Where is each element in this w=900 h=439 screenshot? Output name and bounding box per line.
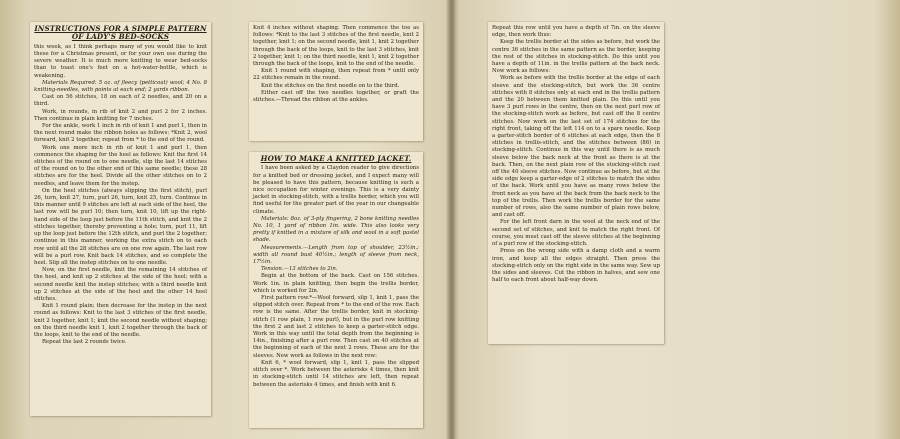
clipping-bed-socks xyxy=(30,22,211,416)
clipping-bed-socks-continued xyxy=(249,22,423,141)
clipping-jacket-continued xyxy=(488,22,664,344)
paragraph: First pattern row.*—Wool forward, slip 1, knit 1, pass the slipped stitch over. Repeat from * to the end of the row. Each row is the same. After the trellis border, knit in stocking-stitch (1 row plain, 1 row purl), but in the purl row knitting the first 2 and last 2 stitches to keep a garter-stitch edge. Work in this way until the total depth from the beginning is 14in., finishing after a purl row. Then cast on 40 stitches at the beginning of each of the next 2 rows. These are for the sleeves. New work as follows in the next row: xyxy=(253,295,419,359)
knitted-jacket-body xyxy=(253,165,419,388)
paragraph: Keep the trellis border at the sides as before, but work the centre 36 stitches in the same pattern as the border, keeping the rest of the stitches in stocking-stitch. Do this until you have a depth of 11in. in the trellis pattern at the back neck. Now work as follows: xyxy=(492,39,660,75)
paragraph: Cast on 56 stitches, 18 on each of 2 needles, and 20 on a third. xyxy=(34,94,207,108)
paragraph: Tension.—13 stitches to 2in. xyxy=(261,266,338,273)
paragraph: Knit 4 inches without shaping. Then commence the toe as follows: *Knit to the last 3 stitches of the first needle, knit 2 together, knit 1; on the second needle, knit 1, knit 2 together through the back of the loops, knit to the last 3 stitches, knit 2 together, knit 1; on the third needle, knit 1, knit 2 together through the back of the loops, knit to the end of the needle. xyxy=(253,25,419,68)
right-page xyxy=(452,0,900,439)
paragraph: Now, on the first needle, knit the remaining 14 stitches of the heel, and knit up 2 stitches at the side of the heel; with a second needle knit the instep stitches; with a third needle knit up 2 stitches at the side of the heel and the other 14 heel stitches. xyxy=(34,267,207,302)
bed-socks-body xyxy=(34,44,207,347)
paragraph: Measurements.—Length from top of shoulder, 23½in.; width all round bust 40½in.; length of sleeve from neck, 17½in. xyxy=(253,244,419,266)
paragraph: Knit 6, * wool forward, slip 1, knit 1, pass the slipped stitch over *. Work between the asterisks 4 times, then knit in stocking-stitch until 14 stitches are left, then repeat between the asterisks 4 times, and finish with knit 6. xyxy=(253,359,419,388)
paragraph: Knit 1 round with shaping, then repeat from * until only 22 stitches remain in the round. xyxy=(253,68,419,82)
paragraph: Work as before with the trellis border at the edge of each sleeve and the stocking-stitch, but work the 36 centre stitches with 8 stitches only at each end in the trellis pattern and the 20 between them knitted plain. Do this until you have 3 purl rows in the centre, then on the next purl row of the stocking-stitch work as before, but cast off the 8 centre stitches. Now work on the last set of 174 stitches for the right front, taking off the left 114 on to a spare needle. Keep a garter-stitch border of 6 stitches at each edge, then the 8 stitches in trellis-stitch, and the stitches between (86) in stocking-stitch. Continue in this way until there is as much sleeve below the back neck at the front as there is at the back. Then, on the next plain row of the stocking-stitch cast off the 40 sleeve stitches. Now continue as before, but at the side edge keep a garter-edge of 2 stitches to match the sides of the back. Work until you have as many rows below the front neck as you have at the back from the back neck to the top of the trellis. Then work the trellis border for the same number of rows, also the same number of plain rows below, and cast off. xyxy=(492,75,660,219)
paragraph: For the left front darn in the wool at the neck end of the second set of stitches, and knit to match the right front. Of course, you must cast off the sleeve stitches at the beginning of a purl row of the stocking-stitch. xyxy=(492,219,660,248)
paragraph: Materials Required: 5 oz. of fleecy (petticoat) wool; 4 No. 8 knitting-needles, with points at each end; 2 yards ribbon. xyxy=(34,79,207,94)
paragraph: Repeat the last 2 rounds twice. xyxy=(42,339,127,346)
bed-socks-title: INSTRUCTIONS FOR A SIMPLE PATTERN OF LADY'S BED-SOCKS xyxy=(34,24,207,42)
paragraph: Either cast off the two needles together, or graft the stitches.—Thread the ribbon at the ankles. xyxy=(253,89,419,104)
paragraph: On the heel stitches (always slipping the first stitch), purl 26, turn, knit 27, turn, purl 26, turn, knit 25, turn. Continue in this manner until 9 stitches are left at each side of the heel, the last row will be purl 10; then turn, knit 10, lift up the right-hand side of the loop just before the 11th stitch, and knit the 2 stitches together, thereby preventing a hole; turn, purl 11, lift up the loop just before the 12th stitch, and purl the 2 together; continue in this manner, working the extra stitch on to each row until all the 28 stitches are on one row again. The last row will be a purl row. Knit back 14 stitches, and so complete the heel. Slip all the instep stitches on to one needle. xyxy=(34,187,207,266)
paragraph: Work one more inch in rib of knit 1 and purl 1, then commence the shaping for the heel as follows: Knit the first 14 stitches of the round on to one needle, slip the last 14 stitches of the round on to the other end of this same needle; these 28 stitches are for the heel. Divide all the other stitches on to 2 needles, and leave them for the instep. xyxy=(34,144,207,187)
knitted-jacket-title: HOW TO MAKE A KNITTED JACKET. xyxy=(260,154,412,163)
clipping-knitted-jacket xyxy=(249,152,423,428)
paragraph: Begin at the bottom of the back. Cast on 156 stitches. Work 1in. in plain knitting, then begin the trellis border, which is worked for 2in. xyxy=(253,273,419,294)
paragraph: this week, as I think perhaps many of you would like to knit these for a Christmas present, or for your own use during the severe weather. It is much more knitting to wear bed-socks than to toast one's feet on a hot-water-bottle, which is weakening. xyxy=(34,43,207,79)
paragraph: Work, in rounds, in rib of knit 2 and purl 2 for 2 inches. Then continue in plain knitting for 7 inches. xyxy=(34,108,207,122)
bed-socks-continued-body xyxy=(253,25,419,104)
paragraph: For the ankle, work 1 inch in rib of knit 1 and purl 1, then in the next round make the ribbon holes as follows: *Knit 2, wool forward, knit 2 together, repeat from * to the end of the round. xyxy=(34,123,207,144)
paragraph: Repeat this row until you have a depth of 7in. on the sleeve edge, then work thus: xyxy=(492,25,660,39)
paragraph: Materials: 8oz. of 3-ply fingering, 2 bone knitting needles No. 10, 1 yard of ribbon 1in. wide. This also looks very pretty if knitted in a mixture of silk and wool in a soft pastel shade. xyxy=(253,215,419,244)
paragraph: Knit the stitches on the first needle on to the third. xyxy=(261,82,400,89)
paragraph: I have been asked by a Claydon reader to give directions for a knitted bed or dressing jacket, and I expect many will be pleased to have this pattern, because knitting is such a nice occupation for winter evenings. This is a very dainty jacket in stocking-stitch, with a trellis border, which you will find useful for the greater part of the year in our changeable climate. xyxy=(253,165,419,215)
paragraph: Knit 1 round plain; then decrease for the instep in the next round as follows: Knit to the last 3 stitches of the first needle, knit 2 together, knit 1; knit the second needle without shaping; on the third needle knit 1, knit 2 together through the back of the loops, knit to the end of the needle. xyxy=(34,303,207,338)
paragraph: Press on the wrong side with a damp cloth and a warm iron, and keep all the edges straight. Then press the stocking-stitch only on the right side in the same way. Sew up the sides and sleeves. Cut the ribbon in halves, and sew one half to each front about half-way down. xyxy=(492,248,660,284)
jacket-continued-body xyxy=(492,25,660,284)
